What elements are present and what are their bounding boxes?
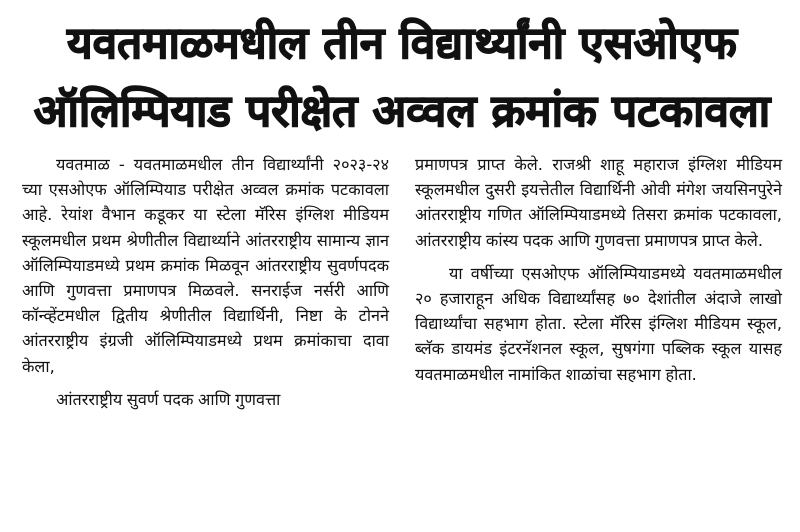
left-column (22, 152, 389, 412)
right-column (415, 152, 782, 412)
right-paragraph-2: या वर्षीच्या एसओएफ ऑलिम्पियाडमध्ये यवतमाळमधील २० हजाराहून अधिक विद्यार्थ्यांसह ७० देशांतील अंदाजे लाखो विद्यार्थ्यांचा सहभाग होता. स्टेला मॅरिस इंग्लिश मीडियम स्कूल, ब्लॅक डायमंड इंटरनॅशनल स्कूल, सुषगंगा पब्लिक स्कूल यासह यवतमाळमधील नामांकित शाळांचा सहभाग होता. (415, 263, 782, 384)
headline-line-2: ऑलिम्पियाड परीक्षेत अव्वल क्रमांक पटकावला (33, 86, 771, 137)
right-paragraph-1: प्रमाणपत्र प्राप्त केले. राजश्री शाहू महाराज इंग्लिश मीडियम स्कूलमधील दुसरी इयत्तेतील विद्यार्थिनी ओवी मंगेश जयसिनपुरेने आंतरराष्ट्रीय गणित ऑलिम्पियाडमध्ये तिसरा क्रमांक पटकावला, आंतरराष्ट्रीय कांस्य पदक आणि गुणवत्ता प्रमाणपत्र प्राप्त केले. (415, 155, 782, 250)
headline-line-1: यवतमाळमधील तीन विद्यार्थ्यांनी एसओएफ (67, 18, 737, 69)
article-body (22, 152, 782, 412)
left-paragraph-1: यवतमाळ - यवतमाळमधील तीन विद्यार्थ्यांनी २०२३-२४ च्या एसओएफ ऑलिम्पियाड परीक्षेत अव्वल क्रमांक पटकावला आहे. रेयांश वैभान कडूकर या स्टेला मॅरिस इंग्लिश मीडियम स्कूलमधील प्रथम श्रेणीतील विद्यार्थ्याने आंतरराष्ट्रीय सामान्य ज्ञान ऑलिम्पियाडमध्ये प्रथम क्रमांक मिळवून आंतरराष्ट्रीय सुवर्णपदक आणि गुणवत्ता प्रमाणपत्र मिळवले. सनराईज नर्सरी आणि कॉन्व्हेंटमधील द्वितीय श्रेणीतील विद्यार्थिनी, निष्टा के टोनने आंतरराष्ट्रीय इंग्रजी ऑलिम्पियाडमध्ये प्रथम क्रमांकाचा दावा केला, (22, 155, 389, 376)
left-paragraph-2: आंतरराष्ट्रीय सुवर्ण पदक आणि गुणवत्ता (56, 389, 281, 409)
